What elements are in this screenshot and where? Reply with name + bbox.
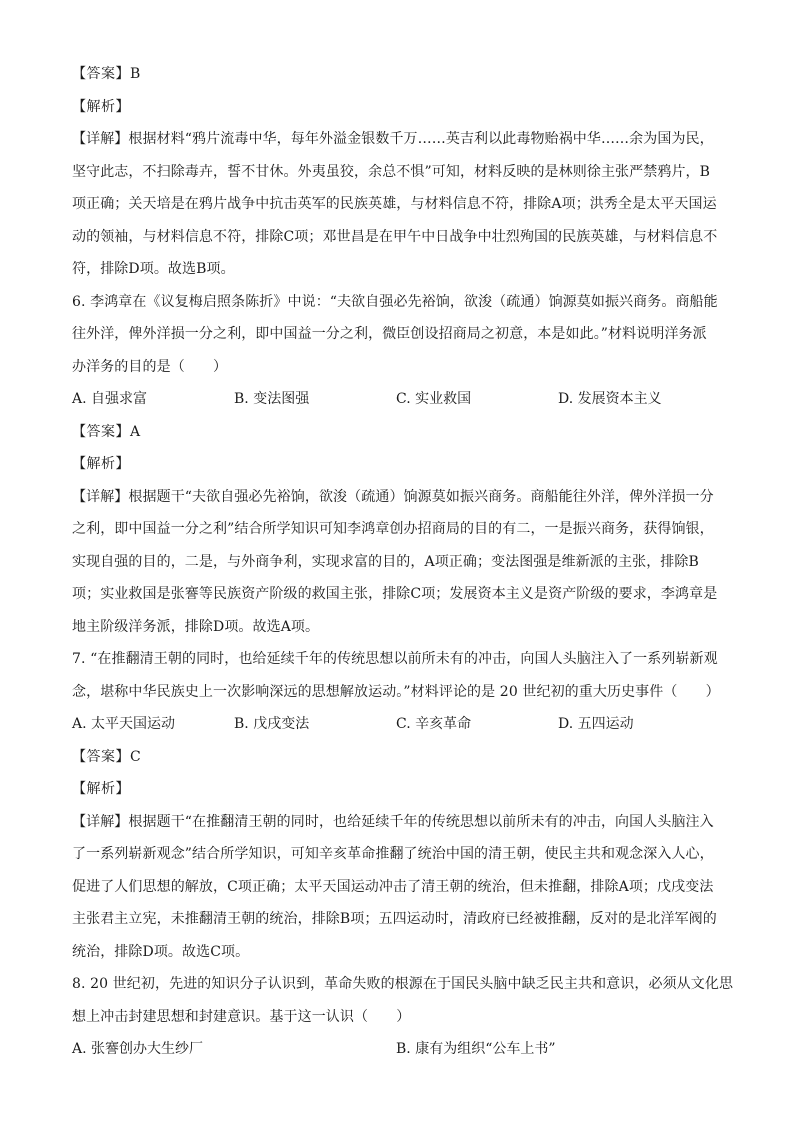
q6-options [72,383,722,416]
q8-stem-line: 8. 20 世纪初，先进的知识分子认识到，革命失败的根源在于国民头脑中缺乏民主共和意识，必须从文化思 [72,976,734,992]
q6-option-d: D. 发展资本主义 [558,391,662,407]
q6-detail [72,481,722,644]
q7-options [72,708,722,741]
q7-option-c: C. 辛亥革命 [396,716,472,732]
q7-stem [72,643,722,708]
q7-option-d: D. 五四运动 [558,716,634,732]
q7-detail [72,806,722,969]
q8-stem [72,968,734,1033]
q7-analysis-heading: 【解析】 [72,781,130,797]
q6-option-b: B. 变法图强 [234,391,310,407]
q8-option-a: A. 张謇创办大生纱厂 [72,1041,204,1057]
q6-stem-line: 往外洋，俾外洋损一分之利，即中国益一分之利，微臣创设招商局之初意，本是如此。”材料说明洋务派 [72,326,707,342]
q5-detail-line: 坚守此志，不扫除毒卉，誓不甘休。外夷虽狡，余总不惧”可知，材料反映的是林则徐主张严禁鸦片，B [72,163,711,180]
q7-answer: 【答案】C [72,748,142,765]
q6-detail-line: 【详解】根据题干“夫欲自强必先裕饷，欲浚（疏通）饷源莫如振兴商务。商船能往外洋，俾外洋损一分 [72,488,714,505]
q6-analysis-heading: 【解析】 [72,456,130,472]
q7-detail-line: 统治，排除D项。故选C项。 [72,943,250,960]
document-page [72,58,734,1066]
q7-option-a: A. 太平天国运动 [72,716,176,732]
q6-stem-line: 办洋务的目的是（ ） [72,358,228,375]
q6-stem [72,286,722,384]
q6-option-c: C. 实业救国 [396,391,472,407]
q6-answer: 【答案】A [72,423,141,440]
q5-detail [72,123,722,286]
q8-option-b: B. 康有为组织“公车上书” [396,1041,556,1057]
q5-detail-line: 项正确；关天培是在鸦片战争中抗击英军的民族英雄，与材料信息不符，排除A项；洪秀全是太平天国运 [72,196,717,212]
q6-detail-line: 之利，即中国益一分之利”结合所学知识可知李鸿章创办招商局的目的有二，一是振兴商务，获得饷银， [72,521,714,537]
q6-detail-line: 实现自强的目的，二是，与外商争利，实现求富的目的，A项正确；变法图强是维新派的主张，排除B [72,553,699,570]
q5-answer: 【答案】B [72,66,141,82]
q7-option-b: B. 戊戌变法 [234,716,310,732]
q5-analysis-heading: 【解析】 [72,98,130,115]
q6-option-a: A. 自强求富 [72,391,148,407]
q7-detail-line: 主张君主立宪，未推翻清王朝的统治，排除B项；五四运动时，清政府已经被推翻，反对的是北洋军阀的 [72,911,717,927]
q5-detail-line: 【详解】根据材料“鸦片流毒中华，每年外溢金银数千万……英吉利以此毒物贻祸中华……余为国为民， [72,131,714,147]
q8-options [72,1033,722,1066]
q7-detail-line: 【详解】根据题干“在推翻清王朝的同时，也给延续千年的传统思想以前所未有的冲击，向国人头脑注入 [72,813,714,830]
q7-detail-line: 促进了人们思想的解放，C项正确；太平天国运动冲击了清王朝的统治，但未推翻，排除A项；戊戌变法 [72,878,714,895]
q7-stem-line: 7. “在推翻清王朝的同时，也给延续千年的传统思想以前所未有的冲击，向国人头脑注入了一系列崭新观 [72,651,718,667]
q6-detail-line: 地主阶级洋务派，排除D项。故选A项。 [72,618,320,635]
q7-detail-line: 了一系列崭新观念”结合所学知识，可知辛亥革命推翻了统治中国的清王朝，使民主共和观念深入人心， [72,846,714,862]
q5-detail-line: 符，排除D项。故选B项。 [72,261,235,277]
q7-stem-line: 念，堪称中华民族史上一次影响深远的思想解放运动。”材料评论的是 20 世纪初的重大历史事件（ ） [72,683,720,700]
q6-stem-line: 6. 李鸿章在《议复梅启照条陈折》中说：“夫欲自强必先裕饷，欲浚（疏通）饷源莫如振兴商务。商船能 [72,293,718,310]
q6-detail-line: 项；实业救国是张謇等民族资产阶级的救国主张，排除C项；发展资本主义是资产阶级的要求，李鸿章是 [72,586,718,602]
q8-stem-line: 想上冲击封建思想和封建意识。基于这一认识（ ） [72,1008,411,1025]
q5-detail-line: 动的领袖，与材料信息不符，排除C项；邓世昌是在甲午中日战争中壮烈殉国的民族英雄，与材料信息不 [72,228,718,245]
